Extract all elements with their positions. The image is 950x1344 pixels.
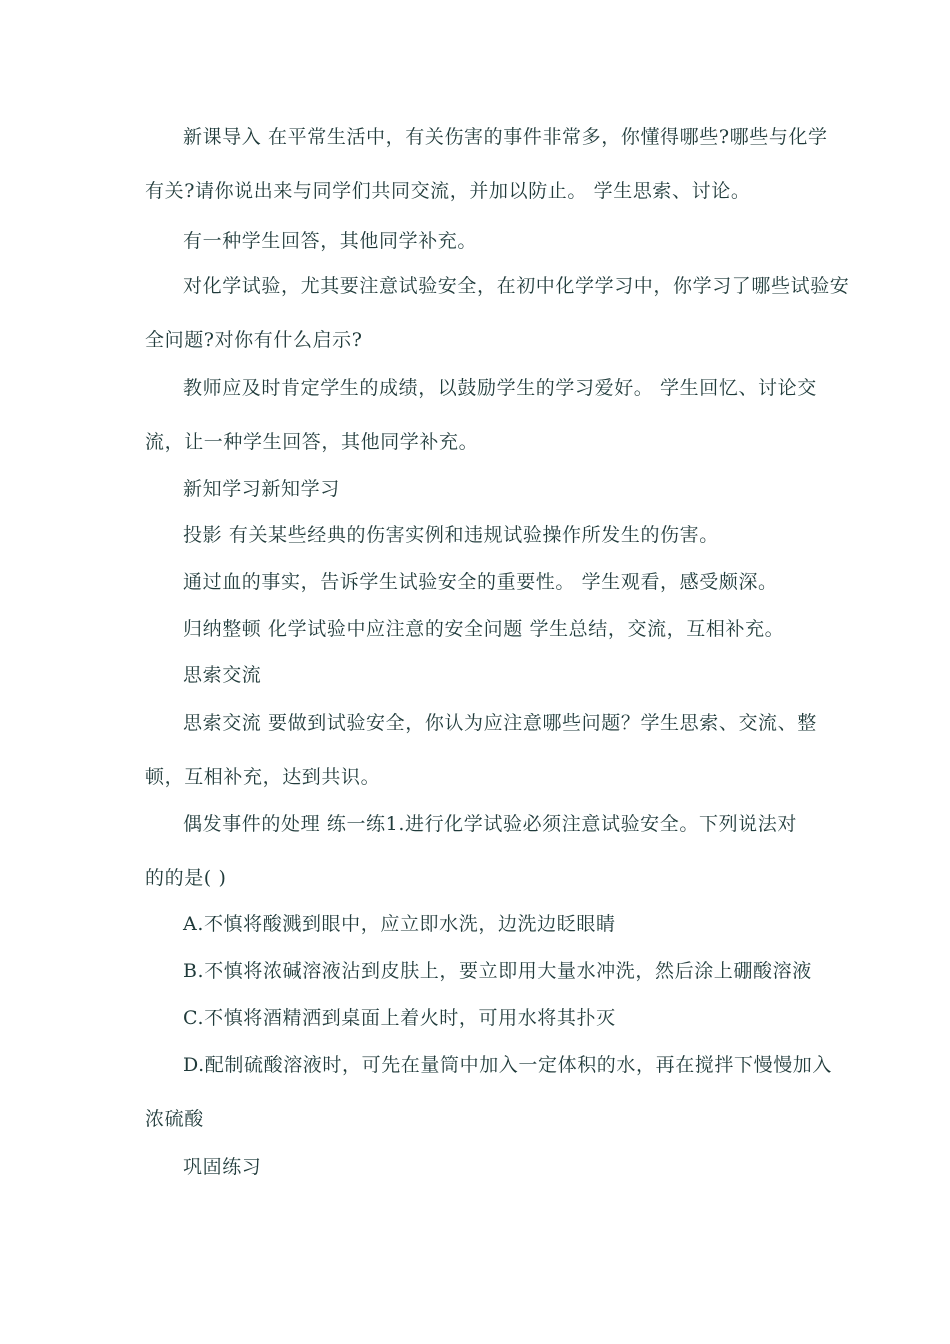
paragraph-student-answer: 有一种学生回答，其他同学补充。 [183,230,478,252]
paragraph-accident-handling: 偶发事件的处理 练一练1.进行化学试验必须注意试验安全。下列说法对 [183,813,797,835]
section-heading-consolidation: 巩固练习 [183,1156,262,1178]
option-d: D.配制硫酸溶液时，可先在量筒中加入一定体积的水，再在搅拌下慢慢加入 [183,1054,832,1076]
paragraph-lab-safety-cont: 全问题?对你有什么启示? [145,329,363,351]
paragraph-think-exchange: 思索交流 要做到试验安全，你认为应注意哪些问题？学生思索、交流、整 [183,712,817,734]
paragraph-blood-facts: 通过血的事实，告诉学生试验安全的重要性。 学生观看，感受颇深。 [183,571,778,593]
section-heading-new-knowledge: 新知学习新知学习 [183,478,340,500]
option-d-cont: 浓硫酸 [145,1108,204,1130]
paragraph-think-exchange-cont: 顿，互相补充，达到共识。 [145,766,381,788]
option-b: B.不慎将浓碱溶液沾到皮肤上，要立即用大量水冲洗，然后涂上硼酸溶液 [183,960,812,982]
paragraph-lab-safety: 对化学试验，尤其要注意试验安全，在初中化学学习中，你学习了哪些试验安 [183,275,850,297]
section-heading-think-exchange: 思索交流 [183,664,262,686]
option-c: C.不慎将酒精洒到桌面上着火时，可用水将其扑灭 [183,1007,616,1029]
paragraph-projection: 投影 有关某些经典的伤害实例和违规试验操作所发生的伤害。 [183,524,719,546]
paragraph-teacher-affirm-cont: 流，让一种学生回答，其他同学补充。 [145,431,479,453]
paragraph-new-lesson-intro-cont: 有关?请你说出来与同学们共同交流，并加以防止。 学生思索、讨论。 [145,180,751,202]
paragraph-summary: 归纳整顿 化学试验中应注意的安全问题 学生总结，交流，互相补充。 [183,618,785,640]
option-a: A.不慎将酸溅到眼中，应立即水洗，边洗边眨眼睛 [183,913,616,935]
paragraph-new-lesson-intro: 新课导入 在平常生活中，有关伤害的事件非常多，你懂得哪些?哪些与化学 [183,126,828,148]
paragraph-teacher-affirm: 教师应及时肯定学生的成绩，以鼓励学生的学习爱好。 学生回忆、讨论交 [183,377,817,399]
paragraph-accident-handling-cont: 的的是( ) [145,867,227,889]
